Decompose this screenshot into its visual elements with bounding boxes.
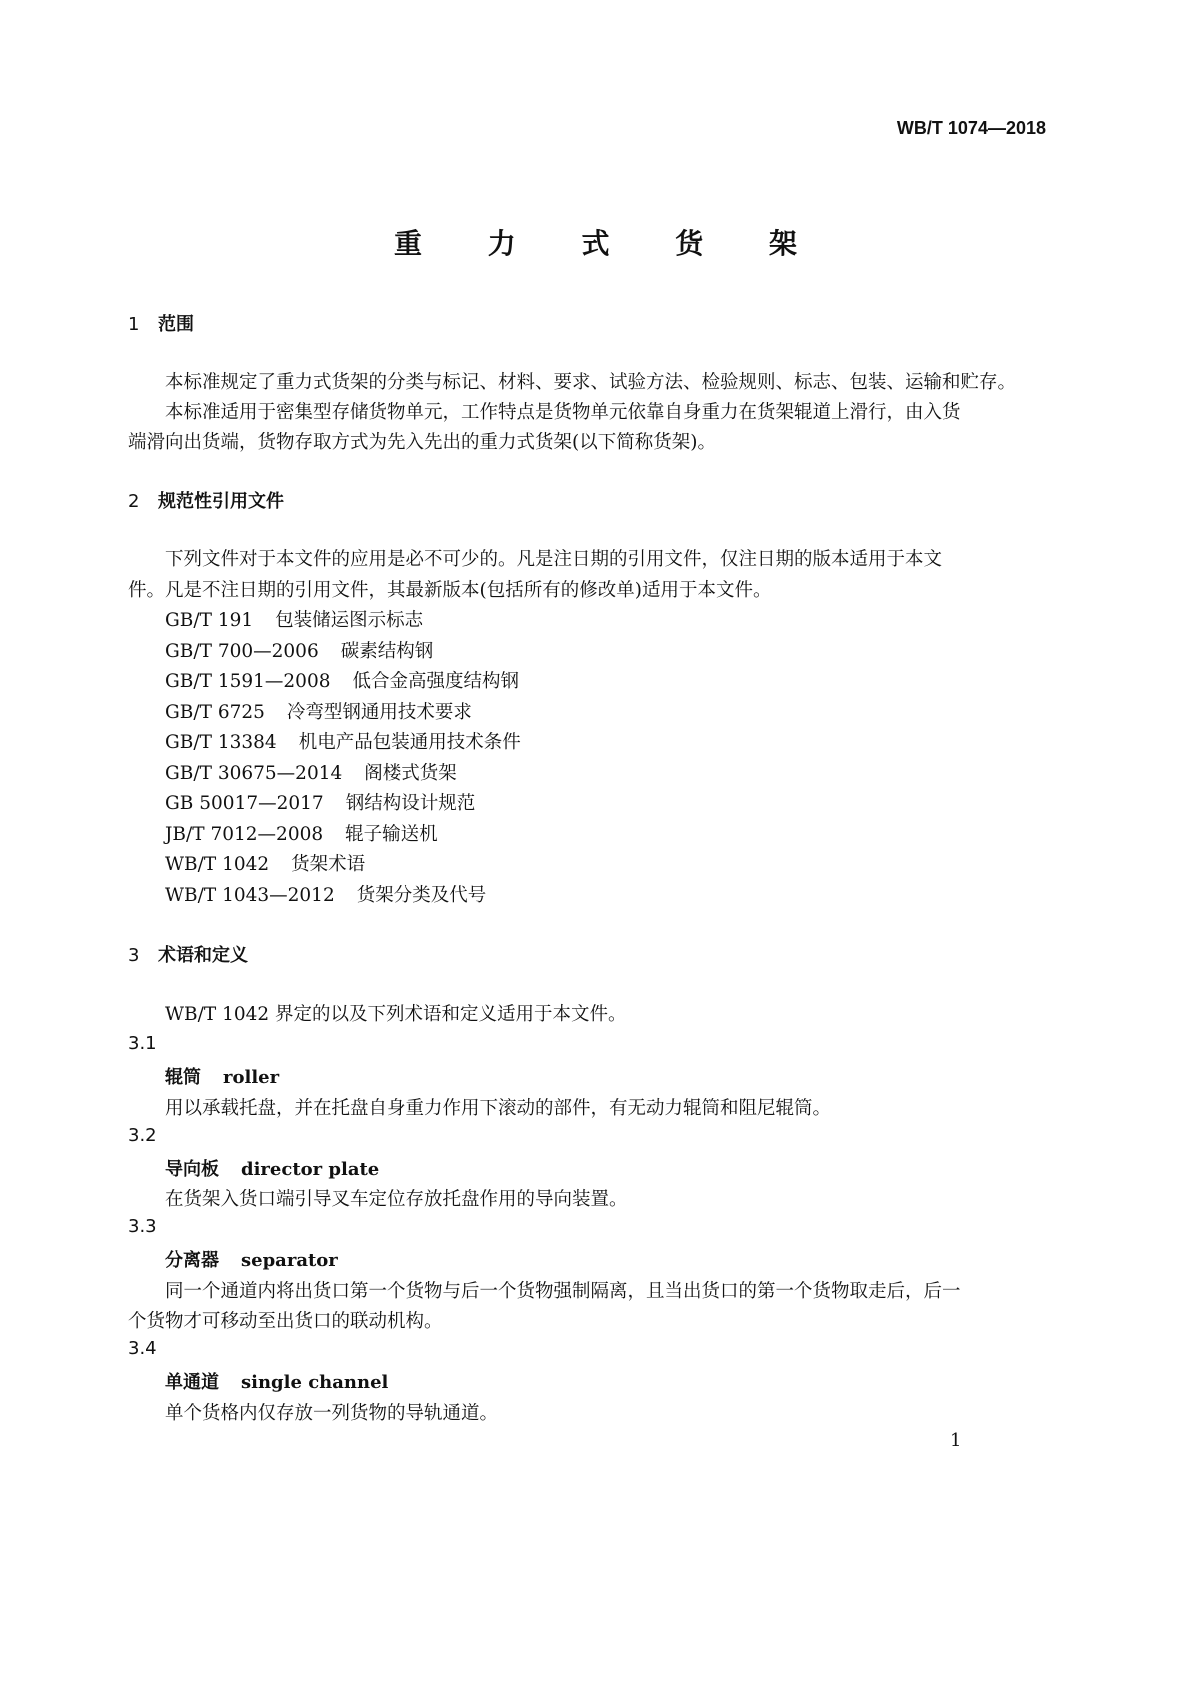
section-title: 规范性引用文件 <box>158 491 284 512</box>
term-definition: 在货架入货口端引导叉车定位存放托盘作用的导向装置。 <box>165 1189 628 1210</box>
term-name <box>165 1063 279 1089</box>
reference-item <box>165 850 365 876</box>
section-number: 1 <box>128 314 140 335</box>
clause-number: 3.1 <box>128 1033 157 1054</box>
reference-code: GB/T 30675—2014 <box>165 763 343 784</box>
reference-title: 碳素结构钢 <box>340 641 434 662</box>
reference-code: GB/T 1591—2008 <box>165 671 331 692</box>
term-zh: 辊筒 <box>165 1067 201 1088</box>
term-zh: 单通道 <box>165 1372 219 1393</box>
terms-intro: WB/T 1042 界定的以及下列术语和定义适用于本文件。 <box>165 1004 627 1025</box>
reference-code: GB/T 6725 <box>165 702 265 723</box>
section-1-heading <box>128 310 194 336</box>
reference-item <box>165 820 438 846</box>
term-zh: 分离器 <box>165 1250 219 1271</box>
scope-paragraph-1: 本标准规定了重力式货架的分类与标记、材料、要求、试验方法、检验规则、标志、包装、运输和贮存。 <box>165 372 1017 393</box>
section-title: 范围 <box>158 314 194 335</box>
term-en: director plate <box>241 1159 380 1180</box>
reference-code: GB/T 13384 <box>165 732 277 753</box>
reference-code: WB/T 1043—2012 <box>165 885 335 906</box>
reference-code: JB/T 7012—2008 <box>165 824 324 845</box>
document-title: 重 力 式 货 架 <box>394 227 825 260</box>
standard-code: WB/T 1074—2018 <box>896 118 1046 138</box>
reference-title: 货架分类及代号 <box>356 885 487 906</box>
reference-title: 辊子输送机 <box>345 824 438 845</box>
term-definition-line-1: 同一个通道内将出货口第一个货物与后一个货物强制隔离，且当出货口的第一个货物取走后，后一 <box>165 1281 961 1302</box>
clause-number: 3.4 <box>128 1338 157 1359</box>
reference-item <box>165 667 519 693</box>
reference-item <box>165 728 521 754</box>
scope-paragraph-2-line-1: 本标准适用于密集型存储货物单元，工作特点是货物单元依靠自身重力在货架辊道上滑行，由入货 <box>165 402 961 423</box>
reference-code: GB/T 700—2006 <box>165 641 319 662</box>
reference-code: GB/T 191 <box>165 610 254 631</box>
page-number: 1 <box>950 1430 962 1451</box>
scope-paragraph-2-line-2: 端滑向出货端，货物存取方式为先入先出的重力式货架(以下简称货架)。 <box>128 432 716 453</box>
reference-title: 钢结构设计规范 <box>345 793 476 814</box>
reference-item <box>165 698 472 724</box>
references-intro-line-2: 件。凡是不注日期的引用文件，其最新版本(包括所有的修改单)适用于本文件。 <box>128 580 772 601</box>
term-en: separator <box>241 1250 338 1271</box>
term-definition: 单个货格内仅存放一列货物的导轨通道。 <box>165 1403 499 1424</box>
section-title: 术语和定义 <box>158 945 248 966</box>
term-name <box>165 1246 338 1272</box>
reference-item <box>165 606 423 632</box>
section-3-heading <box>128 941 248 967</box>
reference-item <box>165 759 457 785</box>
term-name <box>165 1155 379 1181</box>
references-intro-line-1: 下列文件对于本文件的应用是必不可少的。凡是注日期的引用文件，仅注日期的版本适用于本文 <box>165 549 943 570</box>
term-en: single channel <box>241 1372 389 1393</box>
reference-title: 低合金高强度结构钢 <box>352 671 520 692</box>
term-en: roller <box>223 1067 280 1088</box>
reference-title: 包装储运图示标志 <box>275 610 424 631</box>
reference-title: 货架术语 <box>291 854 366 875</box>
reference-title: 阁楼式货架 <box>364 763 457 784</box>
clause-number: 3.2 <box>128 1125 157 1146</box>
reference-title: 冷弯型钢通用技术要求 <box>286 702 472 723</box>
term-zh: 导向板 <box>165 1159 219 1180</box>
reference-item <box>165 637 433 663</box>
section-number: 2 <box>128 491 140 512</box>
reference-item <box>165 789 475 815</box>
term-definition-line-2: 个货物才可移动至出货口的联动机构。 <box>128 1311 443 1332</box>
reference-item <box>165 881 486 907</box>
section-number: 3 <box>128 945 140 966</box>
reference-code: GB 50017—2017 <box>165 793 324 814</box>
term-definition: 用以承载托盘，并在托盘自身重力作用下滚动的部件，有无动力辊筒和阻尼辊筒。 <box>165 1098 832 1119</box>
term-name <box>165 1368 388 1394</box>
clause-number: 3.3 <box>128 1216 157 1237</box>
reference-code: WB/T 1042 <box>165 854 270 875</box>
reference-title: 机电产品包装通用技术条件 <box>298 732 521 753</box>
section-2-heading <box>128 487 284 513</box>
